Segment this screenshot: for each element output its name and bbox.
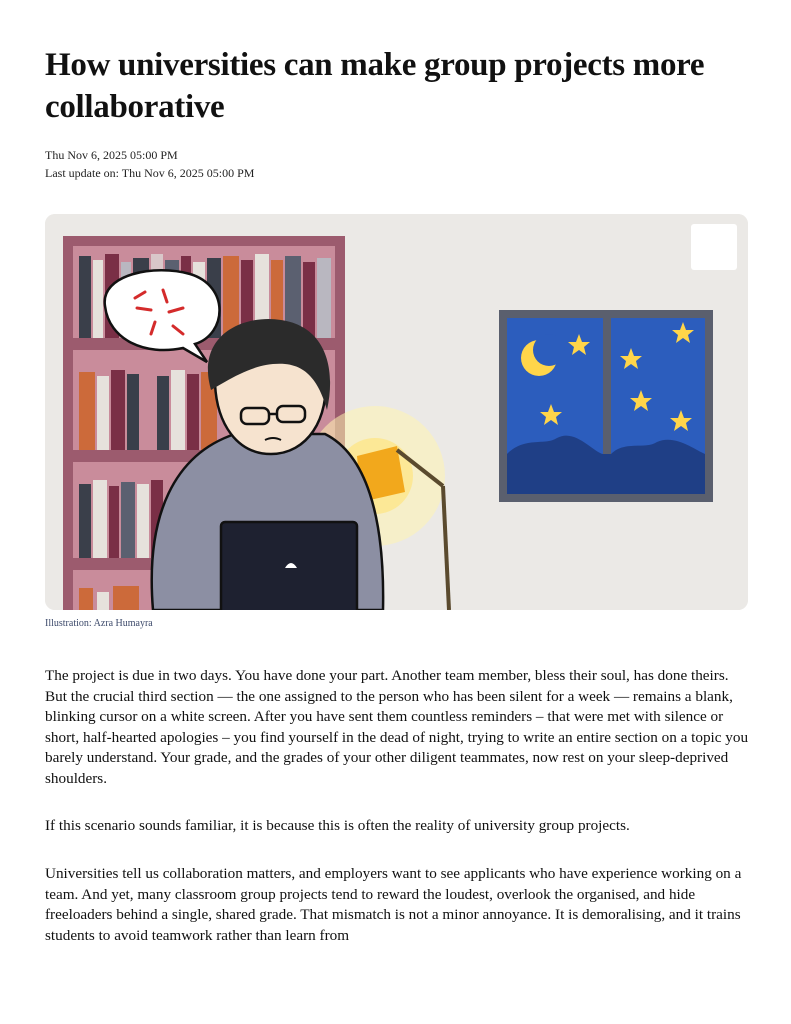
article-illustration: [45, 214, 748, 610]
night-window: [499, 310, 713, 502]
published-date: Thu Nov 6, 2025 05:00 PM: [45, 148, 178, 162]
corner-badge: [691, 224, 737, 270]
illustration-student-at-night: [45, 214, 748, 610]
image-caption: Illustration: Azra Humayra: [45, 618, 153, 629]
article-paragraph: If this scenario sounds familiar, it is because this is often the reality of university group projects.: [45, 817, 630, 834]
last-update-date: Last update on: Thu Nov 6, 2025 05:00 PM: [45, 166, 255, 180]
article-title: How universities can make group projects more collaborative: [45, 47, 705, 125]
article-paragraph: Universities tell us collaboration matters, and employers want to see applicants who have experience working on a team. And yet, many classroom group projects tend to reward the loudest, overlook the organised, and hide freeloaders behind a single, shared grade. That mismatch is not a minor annoyance. It is demoralising, and it trains students to avoid teamwork rather than learn from: [45, 865, 742, 944]
article-paragraph: The project is due in two days. You have done your part. Another team member, bless their soul, has done theirs. But the crucial third section — the one assigned to the person who has been silent for a week — remains a blank, blinking cursor on a white screen. After you have sent them countless reminders – that were met with silence or short, half-hearted apologies – you find yourself in the dead of night, trying to write an entire section on a topic you barely understand. Your grade, and the grades of your other diligent teammates, now rest on your sleep-deprived shoulders.: [45, 667, 749, 787]
